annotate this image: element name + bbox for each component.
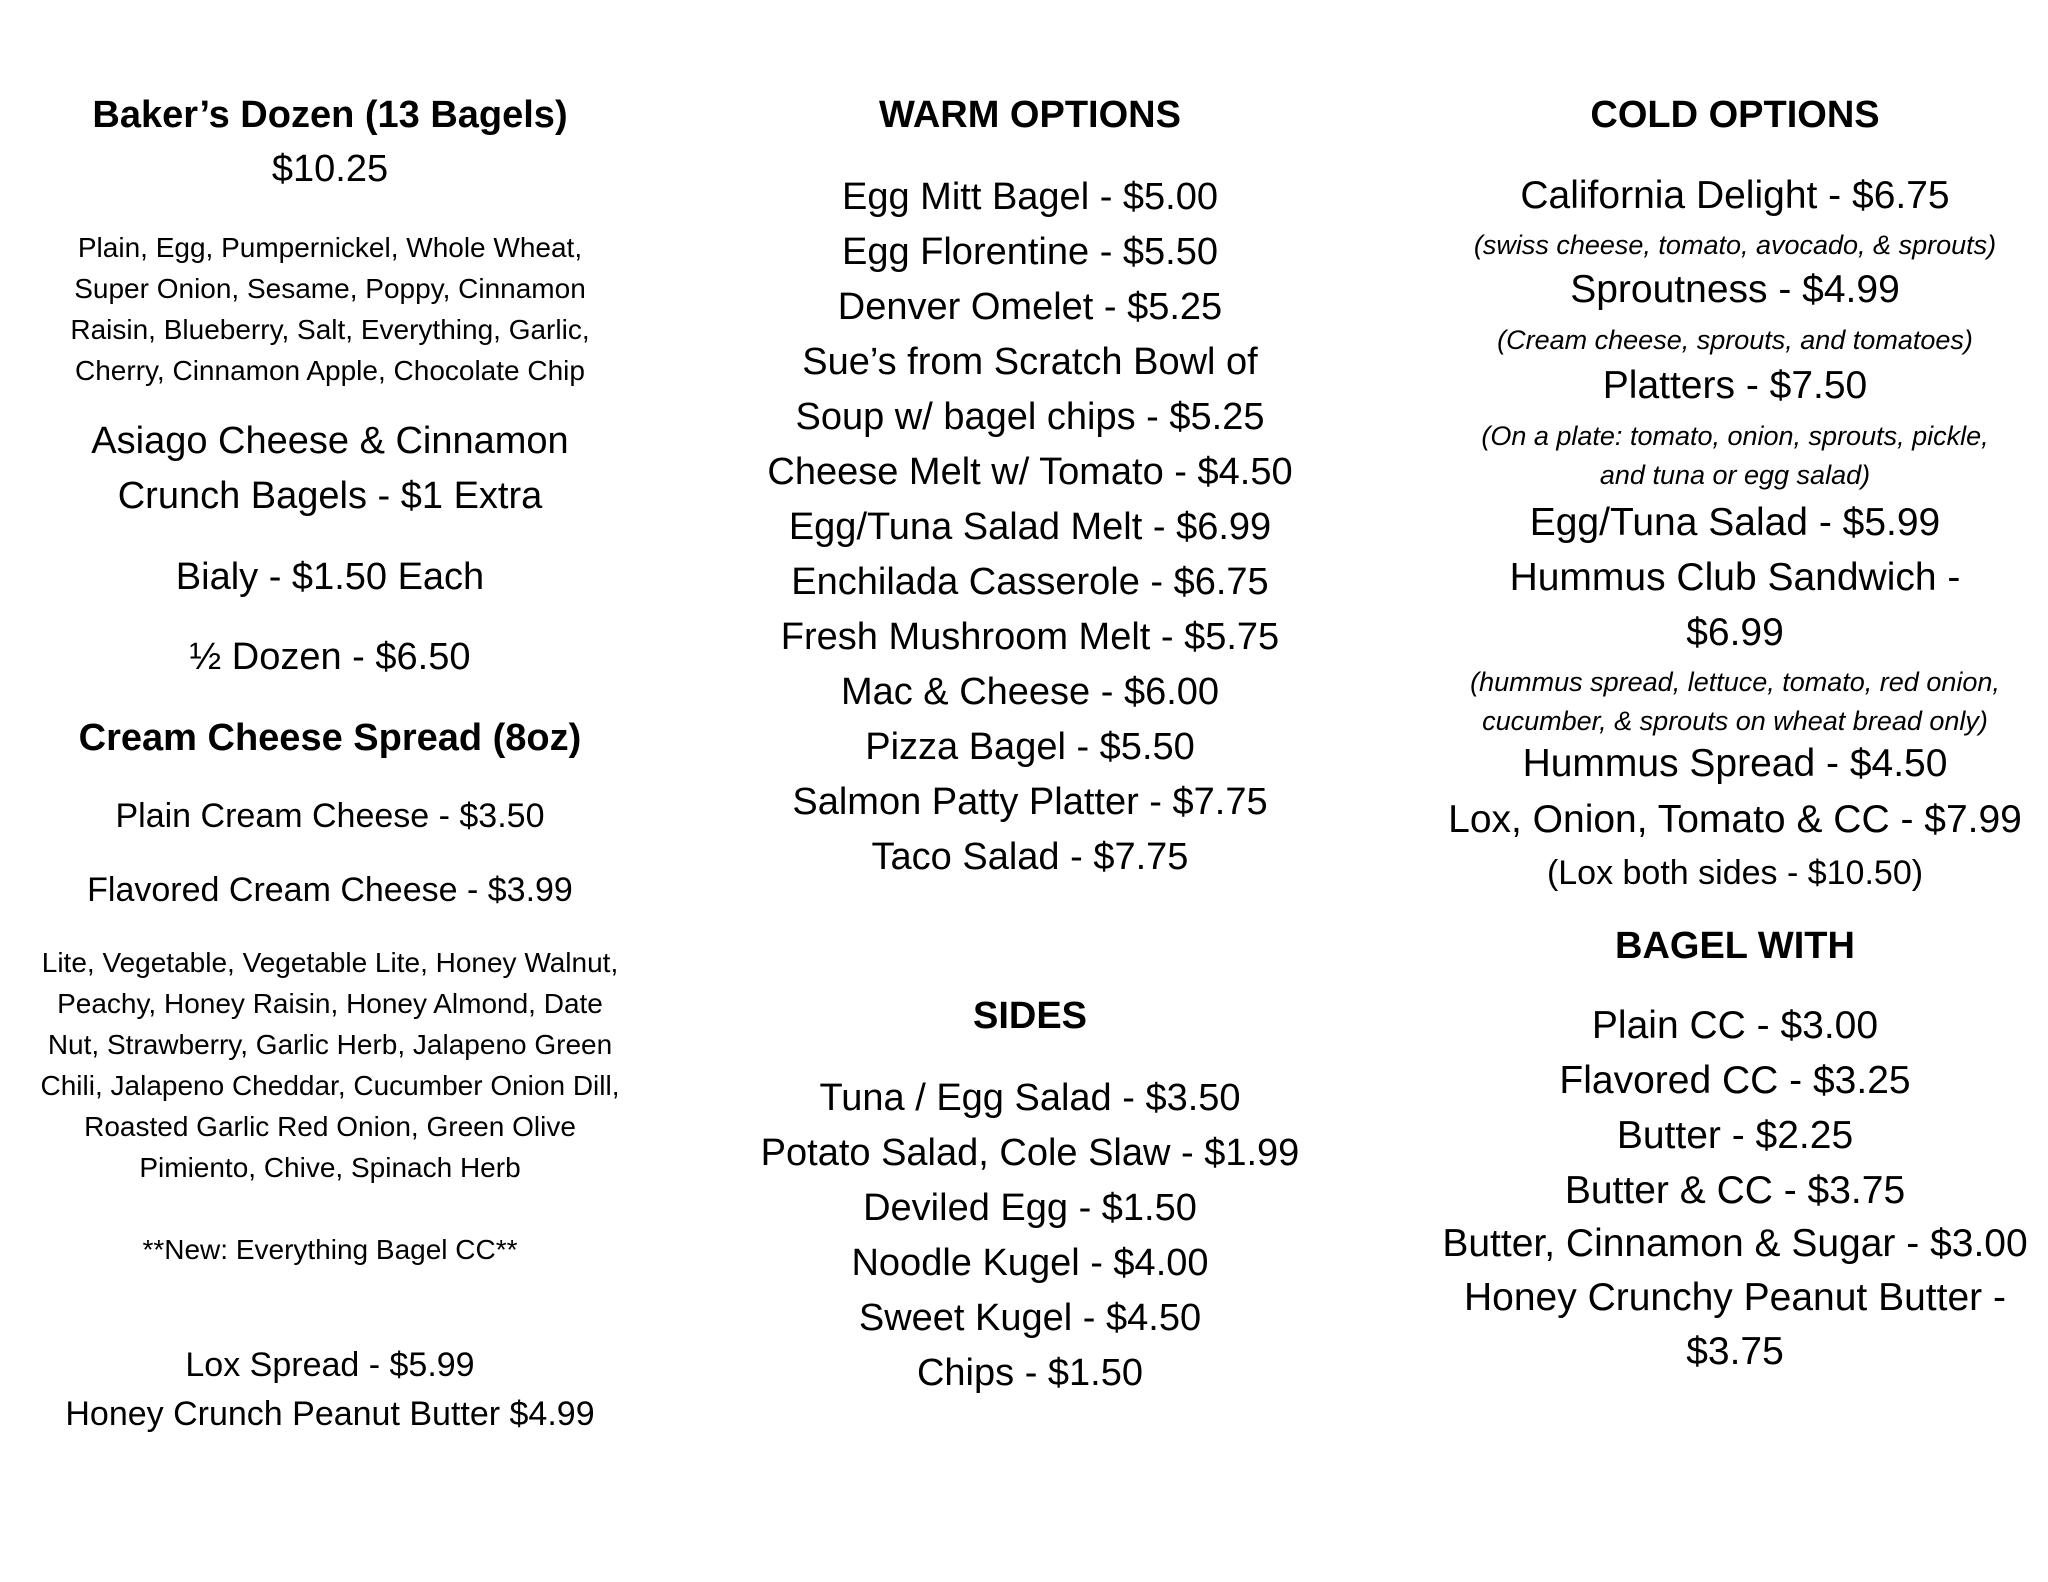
- list-item: Denver Omelet - $5.25: [837, 286, 1223, 328]
- bagel-with-title: BAGEL WITH: [1615, 925, 1855, 967]
- hummus-club-desc-line2: cucumber, & sprouts on wheat bread only): [1482, 706, 1988, 736]
- lox-both-sides-price: (Lox both sides - $10.50): [1546, 854, 1924, 892]
- bagel-with-item: Flavored CC - $3.25: [1559, 1059, 1911, 1102]
- bagel-flavors-list: Plain, Egg, Pumpernickel, Whole Wheat, Super Onion, Sesame, Poppy, Cinnamon Raisin, Blueberry, Salt, Everything, Garlic, Cherry, Cinnamon Apple, Chocolate Chip: [70, 232, 590, 386]
- bagel-with-item: Honey Crunchy Peanut Butter -: [1464, 1276, 2006, 1319]
- list-item: Tuna / Egg Salad - $3.50: [819, 1077, 1241, 1119]
- warm-options-title: WARM OPTIONS: [879, 94, 1181, 136]
- specialty-bagels-line1: Asiago Cheese & Cinnamon: [91, 420, 569, 462]
- list-item: Cheese Melt w/ Tomato - $4.50: [767, 451, 1293, 493]
- list-item: Sweet Kugel - $4.50: [858, 1297, 1202, 1339]
- list-item: Mac & Cheese - $6.00: [840, 671, 1220, 713]
- sproutness-desc: (Cream cheese, sprouts, and tomatoes): [1497, 325, 1973, 355]
- lox-spread-price: Lox Spread - $5.99: [185, 1346, 475, 1384]
- list-item: Enchilada Casserole - $6.75: [791, 561, 1269, 603]
- honey-crunch-price: Honey Crunch Peanut Butter $4.99: [65, 1395, 595, 1433]
- list-item: Potato Salad, Cole Slaw - $1.99: [760, 1132, 1300, 1174]
- list-item: Fresh Mushroom Melt - $5.75: [780, 616, 1280, 658]
- sproutness-price: Sproutness - $4.99: [1570, 268, 1900, 311]
- list-item: Taco Salad - $7.75: [871, 836, 1189, 878]
- egg-tuna-salad-price: Egg/Tuna Salad - $5.99: [1529, 501, 1941, 544]
- bialy-price: Bialy - $1.50 Each: [175, 556, 485, 598]
- list-item: Egg Florentine - $5.50: [841, 231, 1218, 273]
- bagel-with-item: Butter, Cinnamon & Sugar - $3.00: [1442, 1222, 2028, 1265]
- list-item: Salmon Patty Platter - $7.75: [792, 781, 1268, 823]
- sides-list: [735, 1071, 1325, 1401]
- california-delight-desc: (swiss cheese, tomato, avocado, & sprouts): [1473, 230, 1997, 260]
- california-delight-price: California Delight - $6.75: [1520, 174, 1950, 217]
- list-item: Chips - $1.50: [916, 1352, 1143, 1394]
- cream-cheese-flavors-list: Lite, Vegetable, Vegetable Lite, Honey Walnut, Peachy, Honey Raisin, Honey Almond, Date Nut, Strawberry, Garlic Herb, Jalapeno Green Chili, Jalapeno Cheddar, Cucumber Onion Dill, Roasted Garlic Red Onion, Green Olive Pimiento, Chive, Spinach Herb: [40, 947, 620, 1183]
- half-dozen-price: ½ Dozen - $6.50: [189, 636, 471, 678]
- cream-cheese-title: Cream Cheese Spread (8oz): [78, 717, 582, 759]
- sides-title: SIDES: [972, 995, 1088, 1037]
- list-item: Soup w/ bagel chips - $5.25: [795, 396, 1265, 438]
- bagel-with-item: $3.75: [1686, 1330, 1784, 1373]
- list-item: Egg/Tuna Salad Melt - $6.99: [788, 506, 1272, 548]
- bagel-with-item: Plain CC - $3.00: [1591, 1004, 1879, 1047]
- lox-onion-tomato-price: Lox, Onion, Tomato & CC - $7.99: [1448, 798, 2022, 841]
- bagel-with-item: Butter - $2.25: [1616, 1114, 1854, 1157]
- plain-cream-cheese-price: Plain Cream Cheese - $3.50: [115, 797, 545, 835]
- bakers-dozen-title: Baker’s Dozen (13 Bagels): [92, 94, 568, 136]
- bakers-dozen-price: $10.25: [271, 148, 389, 190]
- list-item: Pizza Bagel - $5.50: [865, 726, 1195, 768]
- bagel-with-item: Butter & CC - $3.75: [1564, 1169, 1906, 1212]
- list-item: Sue’s from Scratch Bowl of: [802, 341, 1258, 383]
- hummus-club-price: $6.99: [1686, 611, 1784, 654]
- warm-options-list: [735, 170, 1325, 885]
- list-item: Egg Mitt Bagel - $5.00: [842, 176, 1218, 218]
- hummus-spread-price: Hummus Spread - $4.50: [1522, 742, 1948, 785]
- flavored-cream-cheese-price: Flavored Cream Cheese - $3.99: [87, 871, 573, 909]
- platters-price: Platters - $7.50: [1602, 364, 1868, 407]
- list-item: Noodle Kugel - $4.00: [851, 1242, 1209, 1284]
- platters-desc-line1: (On a plate: tomato, onion, sprouts, pickle,: [1481, 421, 1989, 451]
- specialty-bagels-line2: Crunch Bagels - $1 Extra: [117, 475, 543, 517]
- platters-desc-line2: and tuna or egg salad): [1599, 460, 1871, 490]
- hummus-club-desc-line1: (hummus spread, lettuce, tomato, red onion,: [1470, 667, 2000, 697]
- hummus-club-line1: Hummus Club Sandwich -: [1509, 556, 1961, 599]
- cold-options-title: COLD OPTIONS: [1590, 94, 1880, 136]
- new-flavor-note: **New: Everything Bagel CC**: [142, 1234, 518, 1265]
- list-item: Deviled Egg - $1.50: [863, 1187, 1197, 1229]
